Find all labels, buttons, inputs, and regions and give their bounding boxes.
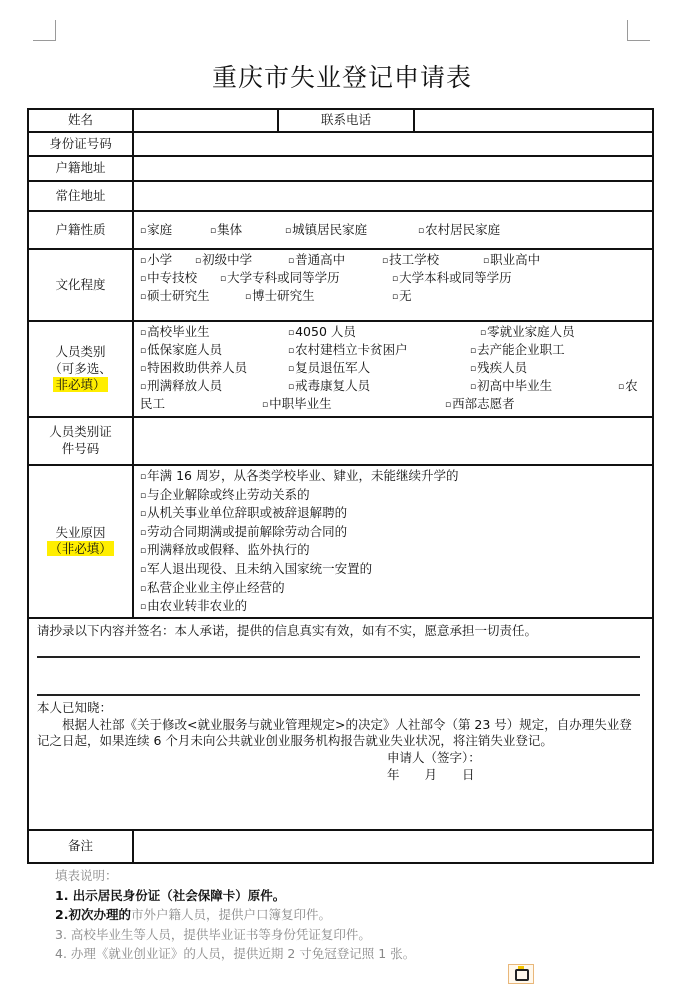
name-field[interactable]: [133, 109, 278, 132]
hukou-address-label: 户籍地址: [28, 156, 133, 181]
reason-option[interactable]: ▫私营企业业主停止经营的: [140, 579, 285, 595]
checkbox-icon: ▫: [140, 509, 147, 520]
checkbox-icon: ▫: [245, 292, 252, 302]
row-id-number: [28, 132, 653, 156]
remarks-label: 备注: [28, 830, 133, 863]
id-number-label: 身份证号码: [28, 132, 133, 156]
checkbox-icon: ▫: [288, 382, 295, 392]
note-item: 3. 高校毕业生等人员，提供毕业证书等身份凭证复印件。: [55, 926, 371, 942]
checkbox-icon: ▫: [445, 400, 452, 410]
checkbox-icon: ▫: [220, 274, 227, 284]
checkbox-icon: ▫: [470, 364, 477, 374]
id-number-field[interactable]: [133, 132, 653, 156]
row-remarks: [28, 830, 653, 863]
checkbox-icon: ▫: [470, 346, 477, 356]
checkbox-icon: ▫: [195, 256, 202, 266]
checkbox-icon: ▫: [140, 382, 147, 392]
applicant-sign-label: 申请人（签字）：: [387, 750, 481, 766]
checkbox-icon: ▫: [140, 292, 147, 302]
hukou-type-label: 户籍性质: [28, 211, 133, 249]
declaration-section: [28, 618, 653, 830]
phone-field[interactable]: [414, 109, 653, 132]
hukou-type-options: [133, 211, 653, 249]
category-option[interactable]: ▫西部志愿者: [445, 396, 515, 411]
promise-text: 请抄录以下内容并签名：本人承诺，提供的信息真实有效，如有不实，愿意承担一切责任。: [37, 622, 538, 638]
phone-label: 联系电话: [278, 109, 414, 132]
education-label: 文化程度: [28, 249, 133, 321]
education-option[interactable]: ▫技工学校: [382, 252, 440, 267]
reason-option[interactable]: ▫与企业解除或终止劳动关系的: [140, 486, 310, 502]
category-option[interactable]: ▫零就业家庭人员: [480, 324, 575, 339]
optional-highlight: 非必填）: [55, 377, 106, 393]
reason-option[interactable]: ▫年满 16 周岁，从各类学校毕业、肄业，未能继续升学的: [140, 468, 459, 483]
note-item: 4. 办理《就业创业证》的人员，提供近期 2 寸免冠登记照 1 张。: [55, 946, 416, 961]
row-education: [28, 249, 653, 321]
checkbox-icon: ▫: [618, 382, 625, 392]
checkbox-icon: ▫: [382, 256, 389, 266]
checkbox-icon: ▫: [288, 328, 295, 338]
reason-option[interactable]: ▫由农业转非农业的: [140, 598, 248, 614]
clipboard-icon[interactable]: [508, 964, 534, 984]
known-label: 本人已知晓：: [37, 699, 113, 715]
application-form-table: [27, 108, 654, 864]
category-option[interactable]: ▫去产能企业职工: [470, 342, 565, 357]
category-option[interactable]: ▫农村建档立卡贫困户: [288, 342, 408, 357]
checkbox-icon: ▫: [140, 274, 147, 284]
filling-notes: [55, 866, 415, 964]
row-name: [28, 109, 653, 132]
row-residence-address: [28, 181, 653, 211]
row-category: [28, 321, 653, 417]
category-option-wrap: 民工: [140, 396, 166, 411]
checkbox-icon: ▫: [140, 226, 147, 236]
page-corner-top-left: [33, 20, 56, 41]
education-option[interactable]: ▫博士研究生: [245, 288, 315, 303]
education-option[interactable]: ▫中专技校: [140, 270, 198, 285]
checkbox-icon: ▫: [140, 328, 147, 338]
checkbox-icon: ▫: [285, 226, 292, 236]
category-options: [133, 321, 653, 417]
checkbox-icon: ▫: [288, 364, 295, 374]
reason-option[interactable]: ▫刑满释放或假释、监外执行的: [140, 542, 310, 558]
note-item: 1. 出示居民身份证（社会保障卡）原件。: [55, 887, 286, 903]
hukou-type-option[interactable]: ▫家庭: [140, 222, 173, 237]
checkbox-icon: ▫: [140, 256, 147, 266]
education-option[interactable]: ▫无: [392, 288, 412, 303]
optional-highlight: （非必填）: [49, 541, 112, 557]
known-text: 根据人社部《关于修改<就业服务与就业管理规定>的决定》人社部令（第 23 号）规定，自办理失业登记之日起，如果连续 6 个月未向公共就业创业服务机构报告就业失业状况，将注销失业登记。: [37, 716, 632, 749]
education-option[interactable]: ▫大学本科或同等学历: [392, 270, 512, 285]
row-hukou-type: [28, 211, 653, 249]
checkbox-icon: ▫: [140, 583, 147, 594]
education-option[interactable]: ▫初级中学: [195, 252, 253, 267]
row-declaration: [28, 618, 653, 830]
checkbox-icon: ▫: [140, 364, 147, 374]
residence-address-field[interactable]: [133, 181, 653, 211]
hukou-type-option[interactable]: ▫农村居民家庭: [418, 222, 501, 237]
checkbox-icon: ▫: [140, 564, 147, 575]
category-label: 人员类别 （可多选、 非必填）: [28, 321, 133, 417]
checkbox-icon: ▫: [418, 226, 425, 236]
name-label: 姓名: [28, 109, 133, 132]
hukou-type-option[interactable]: ▫集体: [210, 222, 243, 237]
checkbox-icon: ▫: [140, 346, 147, 356]
notes-title: 填表说明：: [55, 868, 118, 883]
reason-option[interactable]: ▫劳动合同期满或提前解除劳动合同的: [140, 523, 348, 539]
checkbox-icon: ▫: [392, 292, 399, 302]
note-item: 2.初次办理的市外户籍人员，提供户口簿复印件。: [55, 907, 331, 922]
reason-option[interactable]: ▫军人退出现役、且未纳入国家统一安置的: [140, 560, 373, 576]
category-option[interactable]: ▫戒毒康复人员: [288, 378, 371, 393]
checkbox-icon: ▫: [140, 527, 147, 538]
education-option[interactable]: ▫小学: [140, 252, 173, 267]
category-option[interactable]: ▫高校毕业生: [140, 324, 210, 339]
category-cert-field[interactable]: [133, 417, 653, 465]
checkbox-icon: ▫: [210, 226, 217, 236]
row-reason: [28, 465, 653, 618]
hukou-type-option[interactable]: ▫城镇居民家庭: [285, 222, 368, 237]
category-option[interactable]: ▫复员退伍军人: [288, 360, 371, 375]
checkbox-icon: ▫: [483, 256, 490, 266]
remarks-field[interactable]: [133, 830, 653, 863]
checkbox-icon: ▫: [140, 472, 147, 482]
education-options: [133, 249, 653, 321]
education-option[interactable]: ▫职业高中: [483, 252, 541, 267]
category-cert-label: 人员类别证 件号码: [28, 417, 133, 465]
category-option[interactable]: ▫4050 人员: [288, 324, 356, 339]
education-option[interactable]: ▫普通高中: [288, 252, 346, 267]
checkbox-icon: ▫: [392, 274, 399, 284]
checkbox-icon: ▫: [480, 328, 487, 338]
sign-date: 年 月 日: [387, 767, 475, 783]
category-option[interactable]: ▫初高中毕业生: [470, 378, 553, 393]
reason-label: 失业原因 （非必填）: [28, 465, 133, 618]
category-option[interactable]: ▫残疾人员: [470, 360, 528, 375]
checkbox-icon: ▫: [140, 490, 147, 501]
checkbox-icon: ▫: [262, 400, 269, 410]
category-option[interactable]: ▫刑满释放人员: [140, 378, 223, 393]
checkbox-icon: ▫: [140, 546, 147, 557]
checkbox-icon: ▫: [470, 382, 477, 392]
row-category-cert: [28, 417, 653, 465]
category-option[interactable]: ▫特困救助供养人员: [140, 360, 248, 375]
checkbox-icon: ▫: [140, 602, 147, 613]
category-option[interactable]: ▫中职毕业生: [262, 396, 332, 411]
page-corner-top-right: [627, 20, 650, 41]
education-option[interactable]: ▫大学专科或同等学历: [220, 270, 340, 285]
reason-option[interactable]: ▫从机关事业单位辞职或被辞退解聘的: [140, 505, 348, 521]
page-title: 重庆市失业登记申请表: [211, 63, 472, 92]
checkbox-icon: ▫: [288, 346, 295, 356]
category-option[interactable]: ▫低保家庭人员: [140, 342, 223, 357]
reason-options: [133, 465, 653, 618]
category-option-farmer-worker[interactable]: ▫农: [618, 378, 638, 393]
row-hukou-address: [28, 156, 653, 181]
residence-address-label: 常住地址: [28, 181, 133, 211]
hukou-address-field[interactable]: [133, 156, 653, 181]
education-option[interactable]: ▫硕士研究生: [140, 288, 210, 303]
checkbox-icon: ▫: [288, 256, 295, 266]
